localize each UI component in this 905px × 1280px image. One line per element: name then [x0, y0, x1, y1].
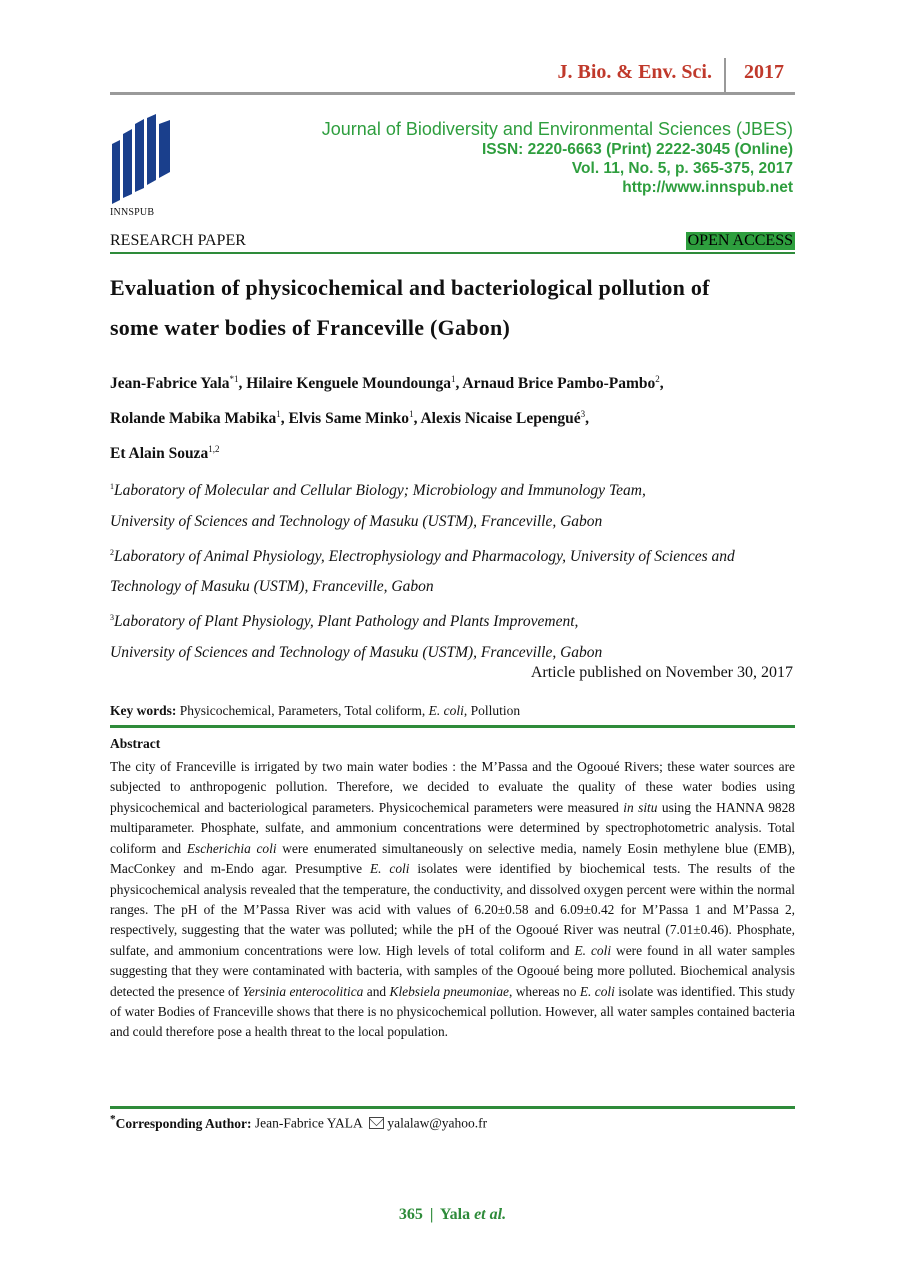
author-affil-sup: 1 — [276, 409, 281, 420]
abstract-text: isolates were identified by biochemical tests. The results of the physicochemical analysis revealed that the temperature, the conductivity, and dissolved oxygen percent were within the normal ranges. The pH of the M’Passa River was acid with values of 6.20±0.58 and 6.09±0.42 for M’Passa 1 and M’Passa 2, respectively, suggesting that the water was polluted; while the pH of the Ogooué River was neutral (7.01±0.46). Phosphate, sulfate, and ammonium concentrations were low. High levels of total coliform and — [110, 861, 795, 958]
envelope-icon — [369, 1117, 384, 1129]
keywords-text-end: , Pollution — [463, 703, 521, 718]
author-separator: , — [413, 410, 421, 428]
author-separator: , — [455, 375, 463, 393]
abstract-italic-term: E. coli — [574, 942, 612, 958]
affiliation-text: Laboratory of Animal Physiology, Electrophysiology and Pharmacology, University of Sciences and — [114, 547, 735, 565]
abstract-text: and — [363, 983, 390, 999]
author-affil-sup: 2 — [655, 374, 660, 384]
author-separator: , — [238, 375, 247, 393]
affiliations — [110, 472, 795, 669]
corresponding-sup: * — [110, 1113, 116, 1125]
author-line — [110, 434, 795, 469]
abstract-italic-term: Klebsiela pneumoniae — [389, 983, 509, 999]
abstract-body — [110, 757, 795, 1043]
affiliation-line: Technology of Masuku (USTM), Franceville, Gabon — [110, 578, 434, 596]
header-rule — [110, 92, 795, 95]
author-list — [110, 364, 795, 469]
keywords-rule — [110, 725, 795, 728]
innspub-logo-books-icon — [106, 114, 176, 206]
footer-author: Yala — [439, 1206, 471, 1223]
corresponding-name: Jean-Fabrice YALA — [254, 1115, 362, 1131]
running-journal-abbrev: J. Bio. & Env. Sci. — [557, 61, 712, 83]
keywords — [110, 702, 795, 720]
abstract-text: , whereas no — [508, 983, 580, 999]
author-name: Jean-Fabrice Yala — [110, 375, 230, 393]
author-affil-sup: *1 — [229, 374, 239, 384]
abstract-text: were found in all water samples suggesting that they were contaminated with bacteria, with samples of the Ogooué being more polluted. Biochemical analysis detected the presence of — [110, 942, 795, 999]
affiliation-line — [110, 472, 795, 507]
author-separator: , — [280, 410, 289, 428]
footer-etal: et al. — [474, 1206, 507, 1223]
author-name: Alexis Nicaise Lepengué — [420, 410, 581, 428]
author-separator: , — [659, 375, 664, 393]
corresponding-author — [110, 1110, 795, 1133]
affiliation-sup: 1 — [110, 482, 114, 491]
keywords-label: Key words: — [110, 703, 177, 718]
abstract-rule — [110, 1106, 795, 1109]
paper-title-line-1: Evaluation of physicochemical and bacteriological pollution of — [110, 275, 710, 300]
paper-type: RESEARCH PAPER — [110, 232, 246, 249]
running-header — [110, 58, 790, 92]
author-affil-sup: 3 — [580, 409, 586, 420]
abstract-italic-term: Escherichia coli — [186, 840, 277, 856]
abstract-text: isolate was identified. This study of water Bodies of Franceville shows that there is no physicochemical pollution. However, all water samples contained bacteria and could therefore pose a health threat to the local population. — [110, 983, 795, 1040]
abstract-italic-term: in situ — [623, 799, 658, 815]
abstract-text: were enumerated simultaneously on selective media, namely Eosin methylene blue (EMB), MacConkey and m-Endo agar. Presumptive — [110, 840, 796, 877]
journal-info — [322, 118, 793, 197]
paper-title-line-2: some water bodies of Franceville (Gabon) — [110, 315, 511, 340]
corresponding-label — [110, 1113, 252, 1131]
affiliation-line — [110, 538, 795, 573]
abstract-text: using the HANNA 9828 multiparameter. Phosphate, sulfate, and ammonium concentrations were determined by spectrophotometric analysis. Total coliform and — [110, 799, 795, 856]
affiliation-line: University of Sciences and Technology of Masuku (USTM), Franceville, Gabon — [110, 643, 603, 661]
author-name: Rolande Mabika Mabika — [110, 410, 277, 428]
affiliation-line — [110, 603, 795, 638]
journal-name: Journal of Biodiversity and Environmental Sciences (JBES) — [321, 119, 793, 139]
open-access-badge: OPEN ACCESS — [687, 232, 793, 249]
logo-text: INNSPUB — [110, 207, 155, 218]
journal-volume: Vol. 11, No. 5, p. 365-375, 2017 — [571, 160, 793, 177]
abstract-text: The city of Franceville is irrigated by two main water bodies : the M’Passa and the Ogooué Rivers; these water sources are subjected to anthropogenic pollution. Therefore, we decided to evaluate the quality of these water bodies using physicochemical and bacteriological parameters. Physicochemical parameters were measured — [110, 759, 795, 815]
author-name: Elvis Same Minko — [288, 410, 410, 428]
footer-separator: | — [429, 1206, 434, 1223]
keywords-italic: E. coli — [428, 703, 464, 718]
journal-issn: ISSN: 2220-6663 (Print) 2222-3045 (Online) — [482, 141, 793, 158]
author-name: Arnaud Brice Pambo-Pambo — [462, 375, 656, 393]
page-number: 365 — [398, 1206, 423, 1223]
paper-title — [110, 268, 795, 348]
running-year: 2017 — [744, 61, 784, 83]
corresponding-email[interactable]: yalalaw@yahoo.fr — [387, 1115, 488, 1131]
abstract-italic-term: E. coli — [370, 861, 410, 877]
innspub-logo — [106, 114, 176, 220]
journal-url[interactable]: http://www.innspub.net — [622, 179, 793, 196]
author-separator: , — [585, 410, 589, 428]
page-footer — [0, 1206, 905, 1224]
author-name: Et Alain Souza — [110, 445, 209, 463]
paper-type-bar — [110, 232, 795, 254]
author-affil-sup: 1 — [409, 409, 414, 420]
author-affil-sup: 1,2 — [208, 444, 220, 455]
author-affil-sup: 1 — [450, 374, 456, 384]
abstract-italic-term: E. coli — [579, 983, 615, 999]
affiliation-sup: 2 — [110, 547, 114, 557]
affiliation-text: Laboratory of Plant Physiology, Plant Pathology and Plants Improvement, — [114, 613, 579, 631]
corresponding-label-text: Corresponding Author: — [115, 1115, 252, 1131]
header-separator — [724, 58, 726, 92]
keywords-text: Physicochemical, Parameters, Total coliform, — [179, 703, 426, 718]
publication-date: Article published on November 30, 2017 — [530, 664, 793, 681]
abstract-italic-term: Yersinia enterocolitica — [242, 983, 364, 999]
abstract-heading: Abstract — [110, 736, 161, 751]
affiliation-sup: 3 — [110, 613, 114, 623]
author-line — [110, 364, 795, 399]
affiliation-text: Laboratory of Molecular and Cellular Biology; Microbiology and Immunology Team, — [114, 482, 646, 500]
affiliation-line: University of Sciences and Technology of Masuku (USTM), Franceville, Gabon — [110, 512, 603, 530]
author-line — [110, 399, 795, 434]
author-name: Hilaire Kenguele Moundounga — [246, 375, 451, 393]
